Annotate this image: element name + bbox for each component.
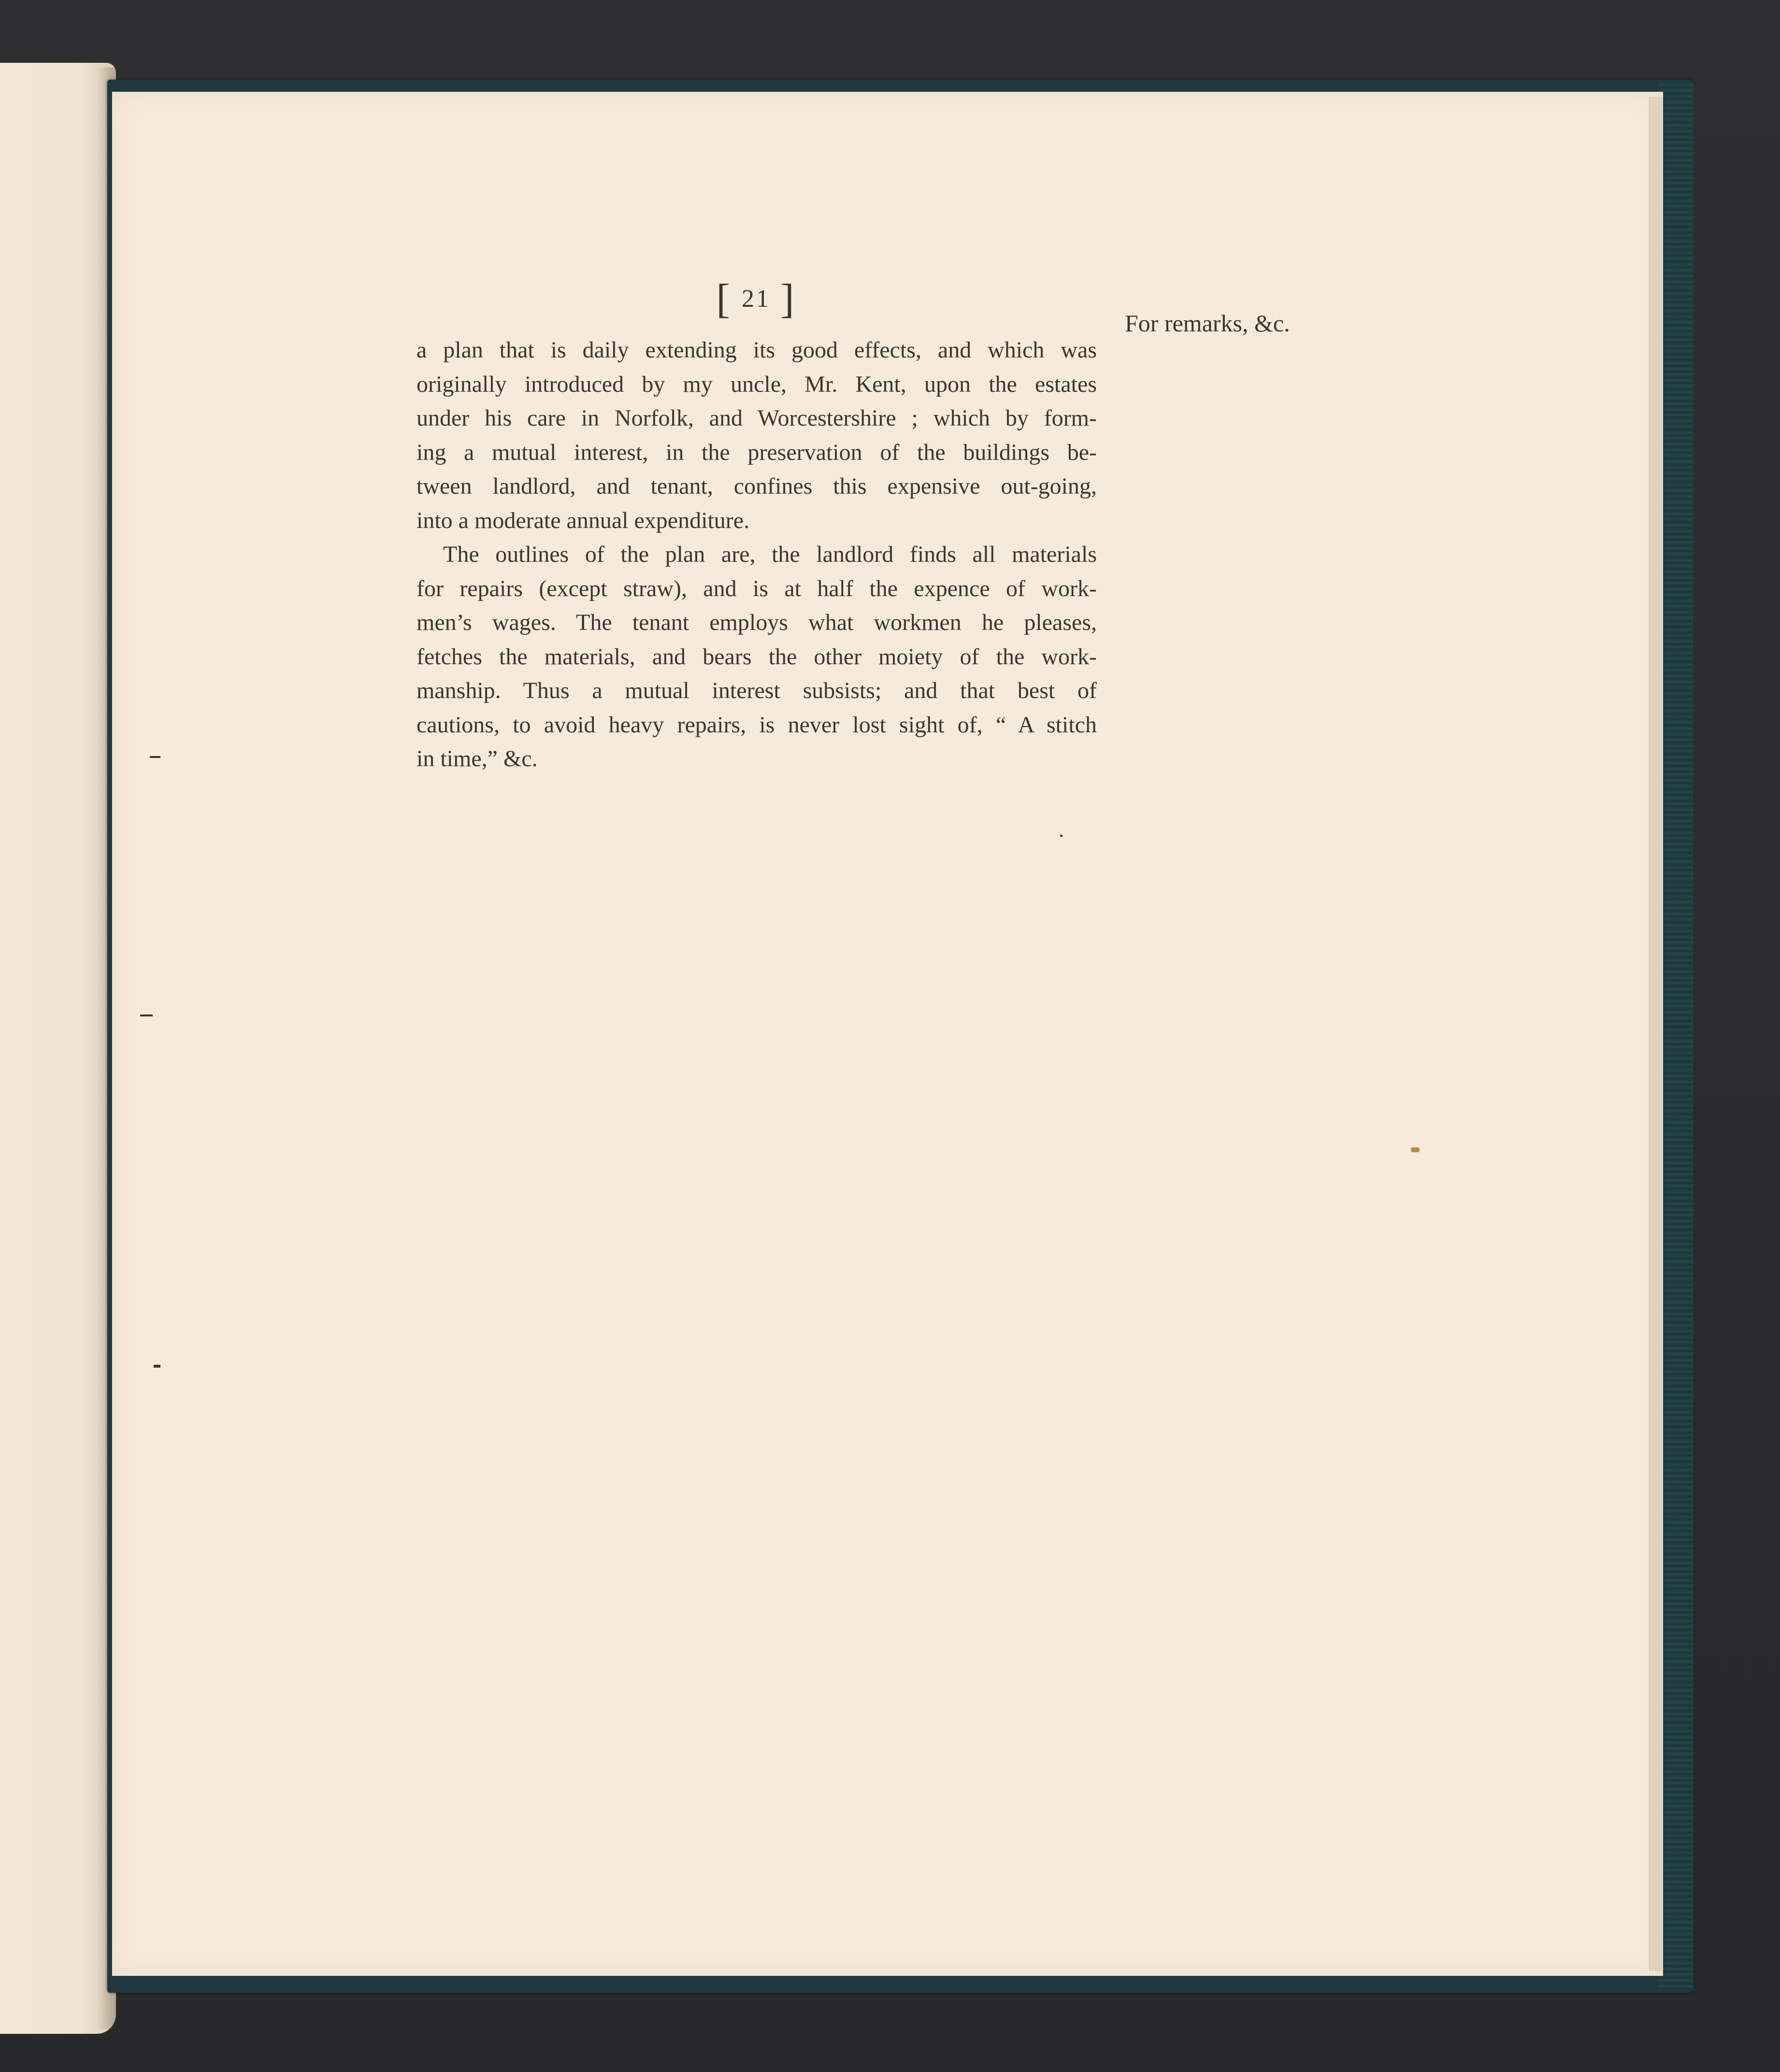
text-line: a plan that is daily extending its good effects, and which was [416,337,1097,363]
paragraph-1 [416,333,1097,538]
text-line: men’s wages. The tenant employs what workmen he pleases, [416,610,1097,635]
text-line: The outlines of the plan are, the landlord finds all materials [443,542,1097,567]
page-speck [1411,1147,1420,1152]
text-line: fetches the materials, and bears the other moiety of the work- [416,643,1097,670]
text-line: into a moderate annual expenditure. [416,507,750,533]
page-speck [1060,835,1062,837]
page-speck [140,1015,153,1016]
page-number-value: 21 [742,285,771,313]
page-number-close-bracket: ] [780,275,796,322]
text-line: cautions, to avoid heavy repairs, is never lost sight of, “ A stitch [416,712,1097,738]
page-number-open-bracket: [ [716,275,732,322]
text-line: in time,” &c. [416,746,538,772]
margin-note: For remarks, &c. [1125,310,1290,337]
body-text [416,333,1097,776]
text-line: for repairs (except straw), and is at half the expence of work- [416,575,1097,601]
text-line: manship. Thus a mutual interest subsists; and that best of [416,678,1097,703]
page-speck [154,1365,160,1368]
page-number [705,275,807,322]
page-fore-edge [1649,97,1662,1971]
text-line: under his care in Norfolk, and Worcestershire ; which by form- [416,405,1097,431]
page-speck [150,756,160,758]
text-line: tween landlord, and tenant, confines this expensive out-going, [416,473,1097,499]
paragraph-2 [416,538,1097,776]
text-line: originally introduced by my uncle, Mr. Kent, upon the estates [416,371,1097,397]
text-line: ing a mutual interest, in the preservation of the buildings be- [416,439,1097,465]
